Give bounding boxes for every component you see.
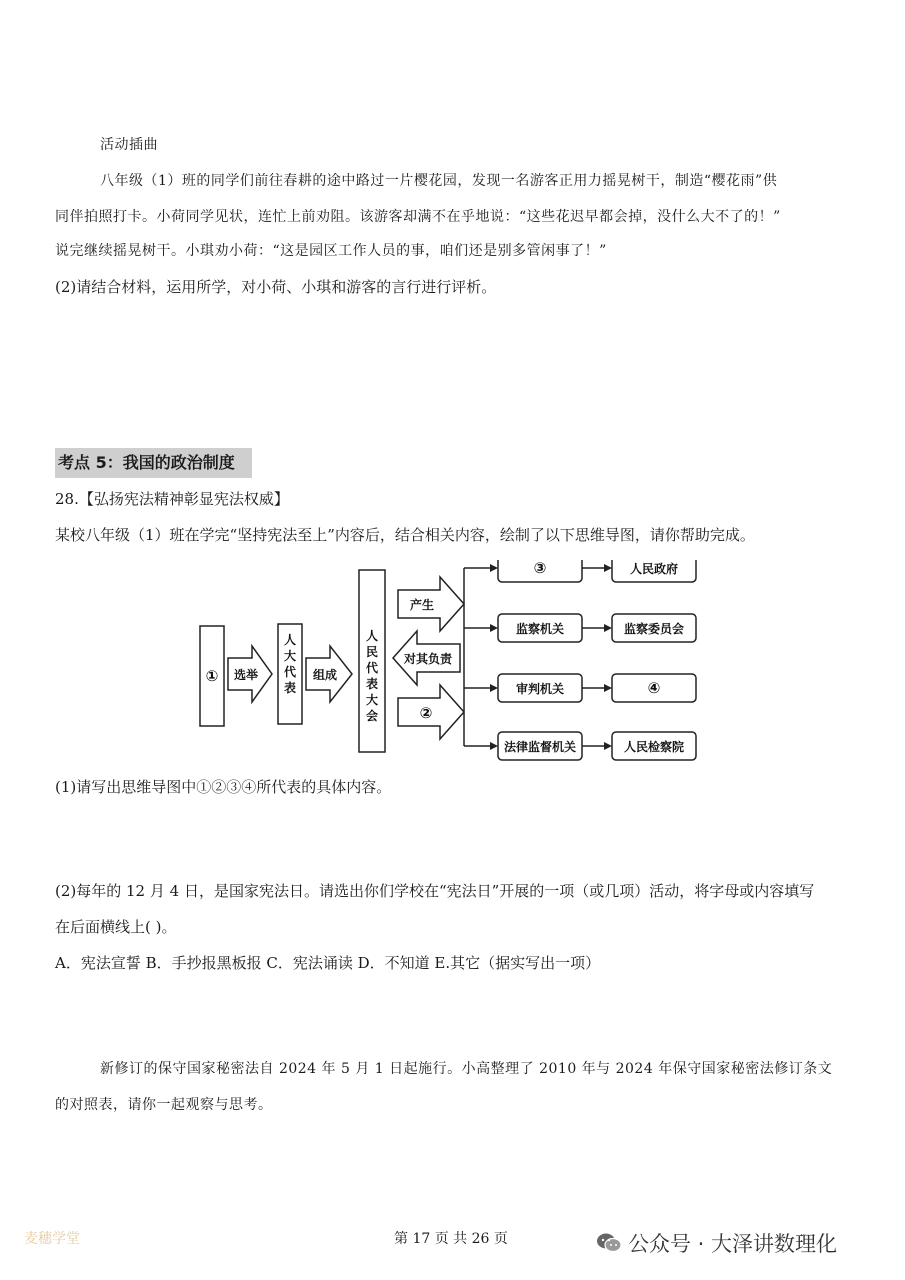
footer-watermark: 麦穗学堂 (24, 1231, 80, 1247)
wechat-icon (596, 1232, 622, 1254)
arrow-responsible-label: 对其负责 (403, 652, 453, 666)
secrecy-line-1: 新修订的保守国家秘密法自 2024 年 5 月 1 日起施行。小高整理了 2010 年与 2024 年保守国家秘密法修订条文 (100, 1061, 833, 1077)
congress-char-4: 表 (365, 677, 379, 691)
congress-char-3: 代 (365, 661, 379, 675)
footer-brand: 公众号 · 大泽讲数理化 (628, 1232, 838, 1256)
q28-options: A．宪法宣誓 B．手抄报黑板报 C．宪法诵读 D．不知道 E.其它（据实写出一项） (55, 954, 601, 972)
branch-label-4: 法律监督机关 (503, 740, 577, 754)
tree-lines (464, 568, 490, 746)
activity-line-3: 说完继续摇晃树干。小琪劝小荷：“这是园区工作人员的事，咱们还是别多管闲事了！” (55, 243, 607, 259)
branch-arrowhead-4 (604, 742, 612, 750)
arrow-2-label: ② (419, 704, 433, 722)
secrecy-line-2: 的对照表，请你一起观察与思考。 (55, 1097, 273, 1113)
congress-char-2: 民 (365, 645, 379, 659)
q28-sub-2-line-2: 在后面横线上( )。 (55, 918, 177, 936)
mind-map-diagram (190, 560, 710, 780)
tree-arrowheads (490, 564, 498, 750)
branch-arrowhead-1 (604, 564, 612, 572)
activity-question-2: (2)请结合材料，运用所学，对小荷、小琪和游客的言行进行评析。 (55, 278, 497, 296)
target-label-1: 人民政府 (629, 562, 679, 576)
q28-intro: 某校八年级（1）班在学完“坚持宪法至上”内容后，结合相关内容，绘制了以下思维导图，请你帮助完成。 (55, 526, 755, 544)
deputies-char-4: 表 (283, 681, 297, 695)
deputies-char-2: 大 (283, 649, 297, 663)
target-label-4: 人民检察院 (623, 740, 685, 754)
arrow-elect-label: 选举 (233, 668, 259, 682)
target-label-3: ④ (647, 679, 661, 697)
branch-arrowhead-3 (604, 684, 612, 692)
target-label-2: 监察委员会 (623, 622, 685, 636)
q28-sub-1: (1)请写出思维导图中①②③④所代表的具体内容。 (55, 778, 392, 796)
branch-label-3: 审判机关 (515, 682, 565, 696)
footer-page-info: 第 17 页 共 26 页 (394, 1231, 508, 1247)
section-title: 考点 5：我国的政治制度 (55, 448, 252, 478)
branch-label-1: ③ (533, 560, 547, 577)
activity-line-2: 同伴拍照打卡。小荷同学见状，连忙上前劝阻。该游客却满不在乎地说：“这些花迟早都会掉，没什么大不了的！” (55, 209, 781, 225)
branch-arrowhead-2 (604, 624, 612, 632)
deputies-char-3: 代 (283, 665, 297, 679)
box-1-label: ① (205, 667, 219, 685)
branch-label-2: 监察机关 (515, 622, 565, 636)
congress-char-6: 会 (365, 709, 379, 723)
congress-char-5: 大 (365, 693, 379, 707)
deputies-char-1: 人 (283, 633, 297, 647)
arrow-produce-label: 产生 (409, 598, 435, 612)
q28-sub-2-line-1: (2)每年的 12 月 4 日，是国家宪法日。请选出你们学校在“宪法日”开展的一项（或几项）活动，将字母或内容填写 (55, 882, 815, 900)
q28-heading: 28.【弘扬宪法精神彰显宪法权威】 (55, 490, 289, 508)
arrow-form-label: 组成 (312, 668, 338, 682)
activity-title: 活动插曲 (100, 137, 158, 153)
activity-line-1: 八年级（1）班的同学们前往春耕的途中路过一片樱花园，发现一名游客正用力摇晃树干，制造“樱花雨”供 (100, 173, 778, 189)
congress-char-1: 人 (365, 629, 379, 643)
